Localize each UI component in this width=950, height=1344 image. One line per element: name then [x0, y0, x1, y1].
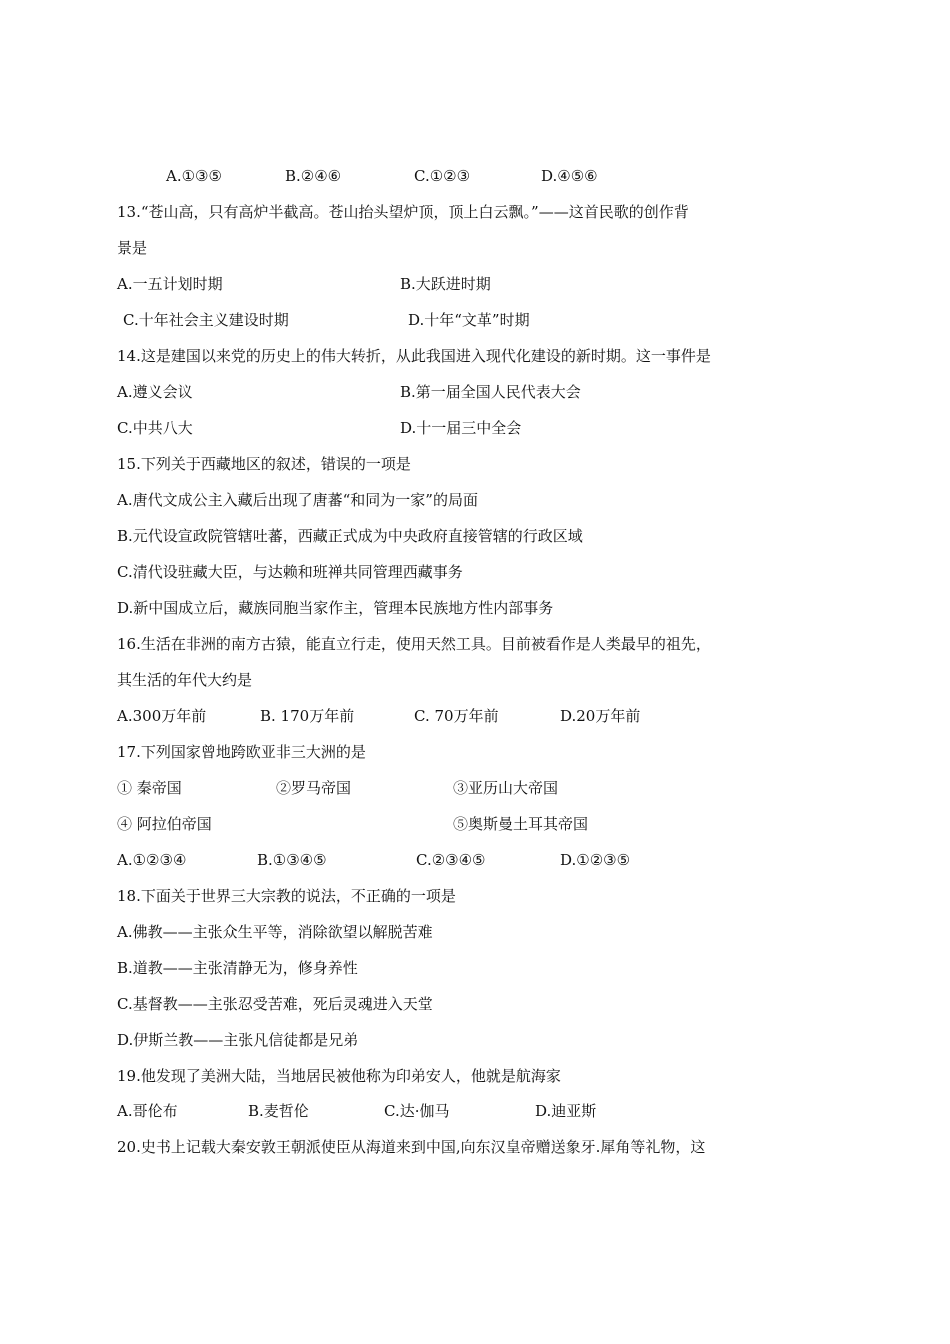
q18-option-b: B.道教——主张清静无为，修身养性: [117, 959, 358, 977]
q13-stem-line2: 景是: [117, 239, 148, 257]
q18-option-c: C.基督教——主张忍受苦难，死后灵魂进入天堂: [117, 995, 433, 1013]
q19-stem: 19.他发现了美洲大陆，当地居民被他称为印弟安人，他就是航海家: [117, 1067, 561, 1085]
q12-option-d: D.④⑤⑥: [541, 167, 598, 185]
q15-option-d: D.新中国成立后，藏族同胞当家作主，管理本民族地方性内部事务: [117, 599, 554, 617]
q16-option-a: A.300万年前: [117, 707, 207, 725]
q17-item-2: ②罗马帝国: [276, 779, 352, 797]
q13-option-d: D.十年“文革”时期: [408, 311, 530, 329]
q13-option-c: C.十年社会主义建设时期: [123, 311, 289, 329]
q20-stem: 20.史书上记载大秦安敦王朝派使臣从海道来到中国,向东汉皇帝赠送象牙.犀角等礼物，这: [117, 1138, 706, 1156]
q17-item-4: ④ 阿拉伯帝国: [117, 815, 212, 833]
q19-option-c: C.达·伽马: [384, 1102, 450, 1120]
q14-option-c: C.中共八大: [117, 419, 193, 437]
q16-stem-line1: 16.生活在非洲的南方古猿，能直立行走，使用天然工具。目前被看作是人类最早的祖先，: [117, 635, 711, 653]
q13-option-a: A.一五计划时期: [117, 275, 223, 293]
q14-option-a: A.遵义会议: [117, 383, 193, 401]
q17-item-5: ⑤奥斯曼土耳其帝国: [453, 815, 589, 833]
q18-option-a: A.佛教——主张众生平等，消除欲望以解脱苦难: [117, 923, 433, 941]
q17-item-3: ③亚历山大帝国: [453, 779, 559, 797]
q16-stem-line2: 其生活的年代大约是: [117, 671, 253, 689]
q17-option-c: C.②③④⑤: [416, 851, 486, 869]
q19-option-b: B.麦哲伦: [248, 1102, 309, 1120]
q14-option-b: B.第一届全国人民代表大会: [400, 383, 581, 401]
q13-stem-line1: 13.“苍山高，只有高炉半截高。苍山抬头望炉顶，顶上白云飘。”——这首民歌的创作背: [117, 203, 689, 221]
q19-option-a: A.哥伦布: [117, 1102, 178, 1120]
q16-option-b: B. 170万年前: [260, 707, 355, 725]
q12-option-a: A.①③⑤: [166, 167, 222, 185]
q12-option-b: B.②④⑥: [285, 167, 342, 185]
q17-stem: 17.下列国家曾地跨欧亚非三大洲的是: [117, 743, 366, 761]
q18-stem: 18.下面关于世界三大宗教的说法，不正确的一项是: [117, 887, 456, 905]
q16-option-d: D.20万年前: [560, 707, 641, 725]
q15-option-a: A.唐代文成公主入藏后出现了唐蕃“和同为一家”的局面: [117, 491, 478, 509]
q15-option-c: C.清代设驻藏大臣，与达赖和班禅共同管理西藏事务: [117, 563, 463, 581]
q12-option-c: C.①②③: [414, 167, 471, 185]
q14-stem: 14.这是建国以来党的历史上的伟大转折，从此我国进入现代化建设的新时期。这一事件是: [117, 347, 711, 365]
q13-option-b: B.大跃进时期: [400, 275, 491, 293]
q18-option-d: D.伊斯兰教——主张凡信徒都是兄弟: [117, 1031, 359, 1049]
q17-option-d: D.①②③⑤: [560, 851, 631, 869]
q17-item-1: ① 秦帝国: [117, 779, 182, 797]
q16-option-c: C. 70万年前: [414, 707, 499, 725]
q19-option-d: D.迪亚斯: [535, 1102, 597, 1120]
q15-option-b: B.元代设宣政院管辖吐蕃，西藏正式成为中央政府直接管辖的行政区域: [117, 527, 583, 545]
q14-option-d: D.十一届三中全会: [400, 419, 522, 437]
q15-stem: 15.下列关于西藏地区的叙述，错误的一项是: [117, 455, 411, 473]
q17-option-b: B.①③④⑤: [257, 851, 327, 869]
q17-option-a: A.①②③④: [117, 851, 187, 869]
